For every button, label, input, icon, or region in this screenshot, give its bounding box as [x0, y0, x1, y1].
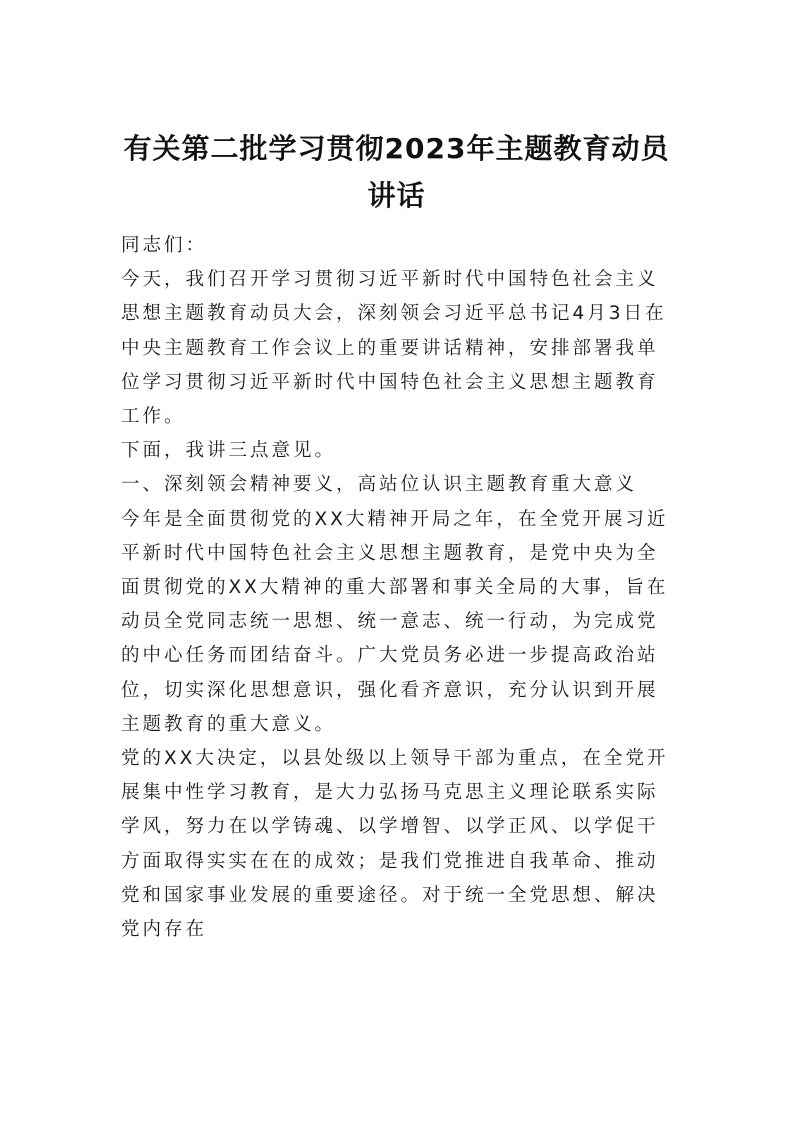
document-title [100, 125, 693, 219]
paragraph-transition: 下面，我讲三点意见。 [121, 440, 337, 462]
paragraph-decision: 党的XX大决定，以县处级以上领导干部为重点，在全党开展集中性学习教育，是大力弘扬马克思主义理论联系实际学风，努力在以学铸魂、以学增智、以学正风、以学促干方面取得实实在在的成效；是我们党推进自我革命、推动党和国家事业发展的重要途径。对于统一全党思想、解决党内存在 [121, 748, 669, 941]
greeting: 同志们： [121, 235, 208, 256]
paragraph-intro: 今天，我们召开学习贯彻习近平新时代中国特色社会主义思想主题教育动员大会，深刻领会习近平总书记4月3日在中央主题教育工作会议上的重要讲话精神，安排部署我单位学习贯彻习近平新时代中国特色社会主义思想主题教育工作。 [121, 269, 667, 428]
paragraph-significance: 今年是全面贯彻党的XX大精神开局之年，在全党开展习近平新时代中国特色社会主义思想主题教育，是党中央为全面贯彻党的XX大精神的重大部署和事关全局的大事，旨在动员全党同志统一思想、统一意志、统一行动，为完成党的中心任务而团结奋斗。广大党员务必进一步提高政治站位，切实深化思想意识，强化看齐意识，充分认识到开展主题教育的重大意义。 [121, 508, 669, 735]
document-body [121, 229, 677, 947]
section-heading-1: 一、深刻领会精神要义，高站位认识主题教育重大意义 [121, 474, 638, 496]
title-line-1: 有关第二批学习贯彻2023年主题教育动员 [123, 132, 670, 165]
title-line-2: 讲话 [367, 179, 426, 212]
